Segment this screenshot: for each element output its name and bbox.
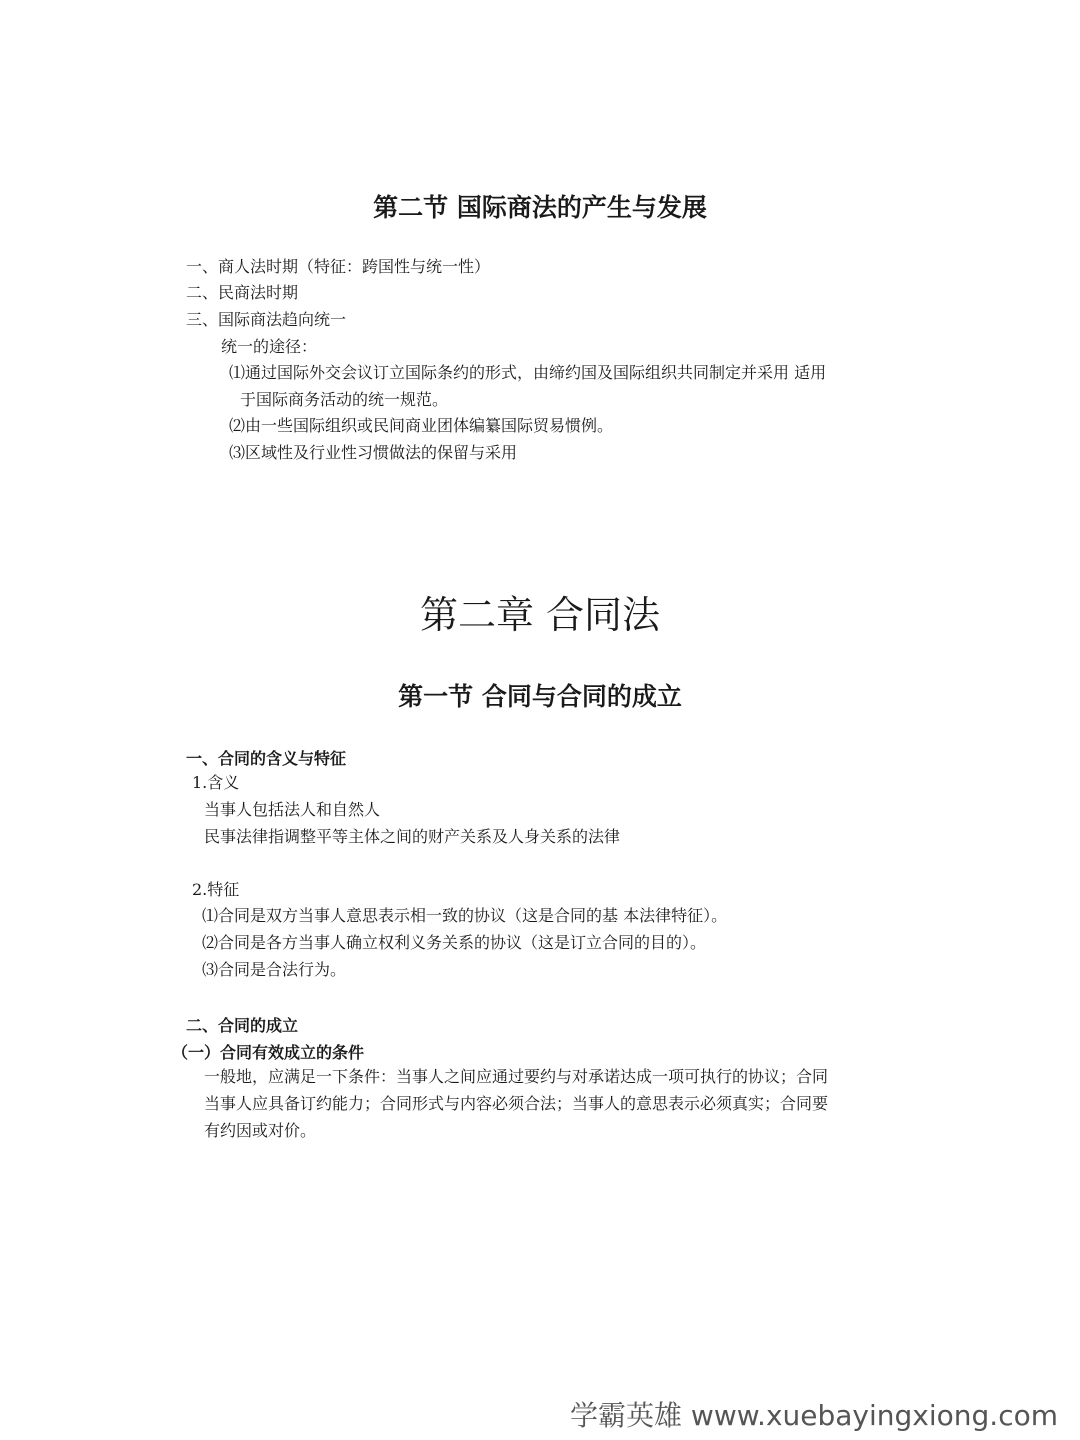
paragraph: 当事人应具备订约能力；合同形式与内容必须合法；当事人的意思表示必须真实；合同要 <box>204 1094 829 1113</box>
list-item: 二、民商法时期 <box>186 283 299 302</box>
list-item: ⑴合同是双方当事人意思表示相一致的协议（这是合同的基 本法律特征）。 <box>202 906 728 925</box>
route-item-1: ⑴通过国际外交会议订立国际条约的形式，由缔约国及国际组织共同制定并采用 适用 <box>229 363 827 382</box>
sub-heading: （一）合同有效成立的条件 <box>172 1043 365 1062</box>
paragraph: 一般地，应满足一下条件：当事人之间应通过要约与对承诺达成一项可执行的协议；合同 <box>204 1067 829 1086</box>
route-label: 统一的途径： <box>221 337 318 356</box>
part-heading: 一、合同的含义与特征 <box>186 749 347 768</box>
chapter-title: 第二章 合同法 <box>419 593 661 637</box>
route-item-2: ⑵由一些国际组织或民间商业团体编纂国际贸易惯例。 <box>229 416 614 435</box>
paragraph: 当事人包括法人和自然人 <box>204 800 381 819</box>
part-heading: 二、合同的成立 <box>186 1016 299 1035</box>
section-title: 第一节 合同与合同的成立 <box>398 682 682 711</box>
list-item: ⑵合同是各方当事人确立权利义务关系的协议（这是订立合同的目的）。 <box>202 933 707 952</box>
watermark: 学霸英雄 www.xuebayingxiong.com <box>570 1399 1058 1432</box>
paragraph: 民事法律指调整平等主体之间的财产关系及人身关系的法律 <box>204 827 621 846</box>
list-item: 一、商人法时期（特征：跨国性与统一性） <box>186 257 491 276</box>
route-item-1-cont: 于国际商务活动的统一规范。 <box>240 390 449 409</box>
route-item-3: ⑶区域性及行业性习惯做法的保留与采用 <box>229 443 518 462</box>
paragraph: 有约因或对价。 <box>204 1121 317 1140</box>
list-item: ⑶合同是合法行为。 <box>202 960 347 979</box>
list-item: 三、国际商法趋向统一 <box>186 310 347 329</box>
sub-label: 2.特征 <box>192 880 240 899</box>
section-title: 第二节 国际商法的产生与发展 <box>373 193 707 222</box>
sub-label: 1.含义 <box>192 773 240 792</box>
